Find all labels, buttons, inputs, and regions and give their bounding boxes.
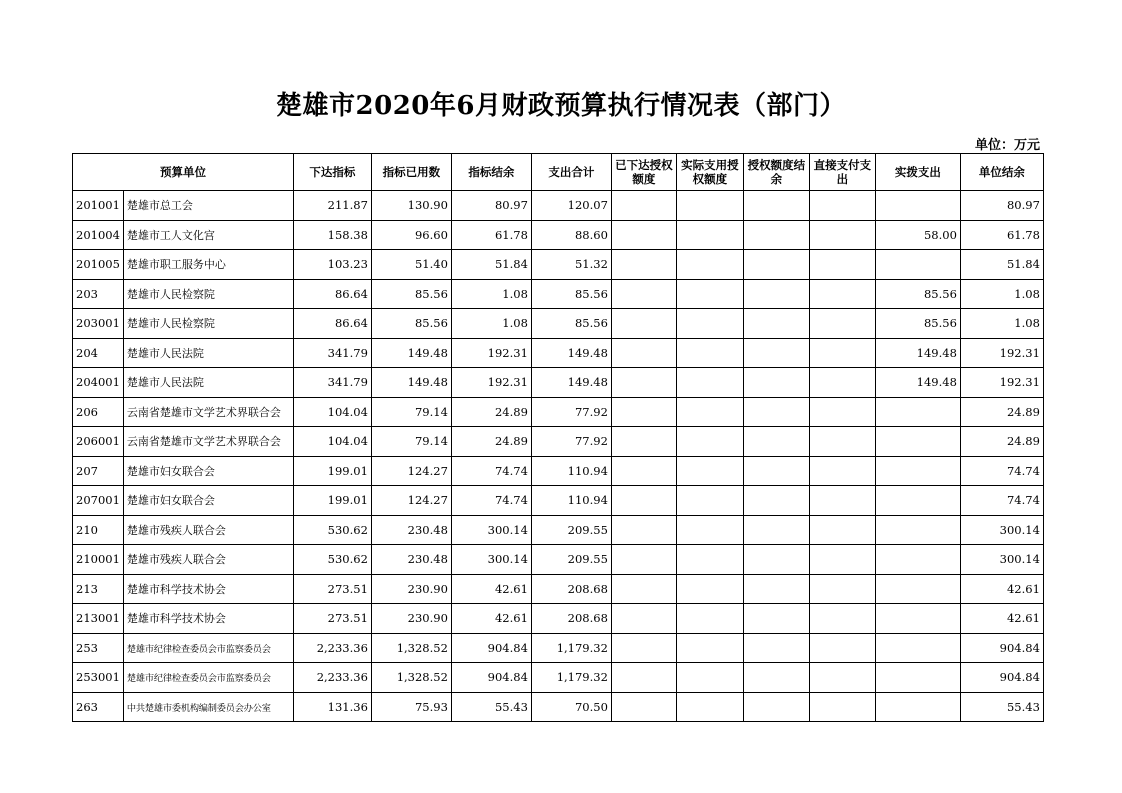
cell-direct-payment bbox=[809, 604, 875, 634]
cell-total-expenditure: 149.48 bbox=[531, 368, 611, 398]
cell-issued-index: 530.62 bbox=[293, 515, 371, 545]
header-row bbox=[73, 154, 1044, 191]
cell-direct-payment bbox=[809, 456, 875, 486]
cell-unit-name: 云南省楚雄市文学艺术界联合会 bbox=[123, 397, 293, 427]
cell-unit-code: 204001 bbox=[73, 368, 124, 398]
cell-issued-index: 104.04 bbox=[293, 397, 371, 427]
cell-unit-code: 201005 bbox=[73, 250, 124, 280]
cell-total-expenditure: 110.94 bbox=[531, 456, 611, 486]
cell-index-balance: 24.89 bbox=[451, 427, 531, 457]
cell-actual-authorized-used bbox=[676, 633, 743, 663]
cell-authorized-balance bbox=[743, 338, 809, 368]
table-row bbox=[73, 604, 1044, 634]
cell-used-index: 124.27 bbox=[371, 486, 451, 516]
cell-authorized-amount bbox=[611, 368, 676, 398]
cell-used-index: 1,328.52 bbox=[371, 633, 451, 663]
cell-authorized-amount bbox=[611, 545, 676, 575]
cell-authorized-amount bbox=[611, 456, 676, 486]
cell-index-balance: 1.08 bbox=[451, 279, 531, 309]
cell-unit-balance: 192.31 bbox=[960, 338, 1043, 368]
cell-actual-allocation bbox=[875, 574, 960, 604]
cell-issued-index: 86.64 bbox=[293, 279, 371, 309]
cell-actual-authorized-used bbox=[676, 279, 743, 309]
cell-issued-index: 158.38 bbox=[293, 220, 371, 250]
cell-index-balance: 192.31 bbox=[451, 368, 531, 398]
cell-actual-allocation bbox=[875, 486, 960, 516]
cell-issued-index: 86.64 bbox=[293, 309, 371, 339]
table-row bbox=[73, 663, 1044, 693]
cell-issued-index: 2,233.36 bbox=[293, 663, 371, 693]
cell-actual-allocation bbox=[875, 427, 960, 457]
table-row bbox=[73, 309, 1044, 339]
cell-unit-code: 207 bbox=[73, 456, 124, 486]
cell-used-index: 130.90 bbox=[371, 191, 451, 221]
header-index-balance: 指标结余 bbox=[451, 154, 531, 191]
cell-actual-authorized-used bbox=[676, 515, 743, 545]
cell-direct-payment bbox=[809, 663, 875, 693]
cell-unit-balance: 1.08 bbox=[960, 279, 1043, 309]
cell-actual-authorized-used bbox=[676, 427, 743, 457]
cell-authorized-amount bbox=[611, 604, 676, 634]
cell-unit-code: 210 bbox=[73, 515, 124, 545]
cell-used-index: 75.93 bbox=[371, 692, 451, 722]
cell-actual-authorized-used bbox=[676, 397, 743, 427]
cell-actual-allocation bbox=[875, 633, 960, 663]
cell-index-balance: 74.74 bbox=[451, 456, 531, 486]
cell-authorized-balance bbox=[743, 574, 809, 604]
cell-unit-balance: 55.43 bbox=[960, 692, 1043, 722]
cell-authorized-amount bbox=[611, 515, 676, 545]
cell-unit-balance: 42.61 bbox=[960, 604, 1043, 634]
cell-authorized-amount bbox=[611, 338, 676, 368]
cell-authorized-amount bbox=[611, 427, 676, 457]
cell-total-expenditure: 120.07 bbox=[531, 191, 611, 221]
cell-used-index: 230.48 bbox=[371, 545, 451, 575]
cell-unit-name: 楚雄市妇女联合会 bbox=[123, 456, 293, 486]
cell-authorized-amount bbox=[611, 309, 676, 339]
cell-used-index: 51.40 bbox=[371, 250, 451, 280]
cell-index-balance: 80.97 bbox=[451, 191, 531, 221]
cell-authorized-amount bbox=[611, 250, 676, 280]
cell-direct-payment bbox=[809, 397, 875, 427]
cell-direct-payment bbox=[809, 574, 875, 604]
cell-authorized-balance bbox=[743, 279, 809, 309]
cell-index-balance: 51.84 bbox=[451, 250, 531, 280]
cell-direct-payment bbox=[809, 515, 875, 545]
cell-authorized-balance bbox=[743, 545, 809, 575]
cell-authorized-balance bbox=[743, 486, 809, 516]
cell-total-expenditure: 209.55 bbox=[531, 545, 611, 575]
table-row bbox=[73, 486, 1044, 516]
cell-unit-name: 楚雄市人民法院 bbox=[123, 338, 293, 368]
cell-unit-code: 206001 bbox=[73, 427, 124, 457]
cell-authorized-amount bbox=[611, 279, 676, 309]
cell-used-index: 1,328.52 bbox=[371, 663, 451, 693]
cell-actual-allocation bbox=[875, 397, 960, 427]
cell-authorized-balance bbox=[743, 692, 809, 722]
cell-index-balance: 42.61 bbox=[451, 574, 531, 604]
cell-unit-name: 楚雄市总工会 bbox=[123, 191, 293, 221]
cell-unit-code: 201001 bbox=[73, 191, 124, 221]
cell-unit-code: 203001 bbox=[73, 309, 124, 339]
cell-unit-code: 206 bbox=[73, 397, 124, 427]
cell-index-balance: 74.74 bbox=[451, 486, 531, 516]
cell-total-expenditure: 110.94 bbox=[531, 486, 611, 516]
header-total-expenditure: 支出合计 bbox=[531, 154, 611, 191]
cell-issued-index: 530.62 bbox=[293, 545, 371, 575]
cell-actual-authorized-used bbox=[676, 368, 743, 398]
cell-total-expenditure: 51.32 bbox=[531, 250, 611, 280]
cell-authorized-balance bbox=[743, 191, 809, 221]
cell-unit-balance: 61.78 bbox=[960, 220, 1043, 250]
cell-unit-name: 楚雄市人民检察院 bbox=[123, 309, 293, 339]
cell-unit-code: 213 bbox=[73, 574, 124, 604]
cell-used-index: 230.90 bbox=[371, 574, 451, 604]
cell-index-balance: 24.89 bbox=[451, 397, 531, 427]
header-direct-payment: 直接支付支出 bbox=[809, 154, 875, 191]
cell-index-balance: 61.78 bbox=[451, 220, 531, 250]
cell-unit-name: 云南省楚雄市文学艺术界联合会 bbox=[123, 427, 293, 457]
cell-used-index: 96.60 bbox=[371, 220, 451, 250]
cell-actual-allocation bbox=[875, 545, 960, 575]
page-title: 楚雄市2020年6月财政预算执行情况表（部门） bbox=[276, 91, 846, 121]
cell-unit-balance: 74.74 bbox=[960, 486, 1043, 516]
cell-unit-code: 253 bbox=[73, 633, 124, 663]
cell-actual-authorized-used bbox=[676, 220, 743, 250]
cell-total-expenditure: 208.68 bbox=[531, 574, 611, 604]
cell-actual-allocation: 58.00 bbox=[875, 220, 960, 250]
cell-actual-authorized-used bbox=[676, 338, 743, 368]
cell-used-index: 149.48 bbox=[371, 368, 451, 398]
cell-authorized-amount bbox=[611, 486, 676, 516]
cell-authorized-balance bbox=[743, 456, 809, 486]
cell-used-index: 85.56 bbox=[371, 279, 451, 309]
cell-actual-allocation bbox=[875, 515, 960, 545]
table-row bbox=[73, 545, 1044, 575]
cell-index-balance: 55.43 bbox=[451, 692, 531, 722]
cell-actual-allocation: 149.48 bbox=[875, 338, 960, 368]
cell-unit-name: 楚雄市职工服务中心 bbox=[123, 250, 293, 280]
cell-total-expenditure: 1,179.32 bbox=[531, 633, 611, 663]
cell-actual-authorized-used bbox=[676, 545, 743, 575]
table-row bbox=[73, 692, 1044, 722]
header-used-index: 指标已用数 bbox=[371, 154, 451, 191]
cell-actual-allocation bbox=[875, 191, 960, 221]
cell-index-balance: 300.14 bbox=[451, 515, 531, 545]
cell-authorized-balance bbox=[743, 309, 809, 339]
cell-unit-name: 楚雄市人民检察院 bbox=[123, 279, 293, 309]
cell-unit-code: 204 bbox=[73, 338, 124, 368]
cell-actual-allocation bbox=[875, 692, 960, 722]
cell-unit-code: 201004 bbox=[73, 220, 124, 250]
cell-used-index: 149.48 bbox=[371, 338, 451, 368]
cell-actual-authorized-used bbox=[676, 486, 743, 516]
cell-unit-name: 楚雄市人民法院 bbox=[123, 368, 293, 398]
cell-total-expenditure: 1,179.32 bbox=[531, 663, 611, 693]
header-authorized-amount: 已下达授权额度 bbox=[611, 154, 676, 191]
cell-actual-allocation bbox=[875, 604, 960, 634]
cell-unit-name: 楚雄市工人文化宫 bbox=[123, 220, 293, 250]
cell-actual-authorized-used bbox=[676, 456, 743, 486]
table-row bbox=[73, 338, 1044, 368]
header-authorized-balance: 授权额度结余 bbox=[743, 154, 809, 191]
cell-actual-authorized-used bbox=[676, 309, 743, 339]
cell-unit-code: 253001 bbox=[73, 663, 124, 693]
cell-issued-index: 103.23 bbox=[293, 250, 371, 280]
cell-unit-balance: 300.14 bbox=[960, 545, 1043, 575]
cell-unit-code: 263 bbox=[73, 692, 124, 722]
cell-issued-index: 341.79 bbox=[293, 338, 371, 368]
cell-index-balance: 1.08 bbox=[451, 309, 531, 339]
cell-direct-payment bbox=[809, 191, 875, 221]
cell-used-index: 230.48 bbox=[371, 515, 451, 545]
table-row bbox=[73, 633, 1044, 663]
header-issued-index: 下达指标 bbox=[293, 154, 371, 191]
cell-authorized-amount bbox=[611, 220, 676, 250]
cell-actual-allocation bbox=[875, 663, 960, 693]
cell-actual-authorized-used bbox=[676, 574, 743, 604]
cell-unit-code: 213001 bbox=[73, 604, 124, 634]
cell-unit-balance: 42.61 bbox=[960, 574, 1043, 604]
cell-total-expenditure: 77.92 bbox=[531, 397, 611, 427]
cell-direct-payment bbox=[809, 633, 875, 663]
cell-authorized-amount bbox=[611, 191, 676, 221]
cell-actual-allocation bbox=[875, 250, 960, 280]
cell-total-expenditure: 209.55 bbox=[531, 515, 611, 545]
cell-unit-name: 楚雄市残疾人联合会 bbox=[123, 545, 293, 575]
cell-direct-payment bbox=[809, 545, 875, 575]
cell-unit-name: 楚雄市科学技术协会 bbox=[123, 604, 293, 634]
cell-authorized-amount bbox=[611, 397, 676, 427]
cell-actual-allocation: 85.56 bbox=[875, 309, 960, 339]
cell-direct-payment bbox=[809, 692, 875, 722]
cell-authorized-amount bbox=[611, 663, 676, 693]
cell-direct-payment bbox=[809, 338, 875, 368]
cell-authorized-balance bbox=[743, 663, 809, 693]
table-row bbox=[73, 279, 1044, 309]
cell-authorized-balance bbox=[743, 633, 809, 663]
cell-unit-code: 207001 bbox=[73, 486, 124, 516]
cell-index-balance: 904.84 bbox=[451, 633, 531, 663]
cell-actual-authorized-used bbox=[676, 663, 743, 693]
cell-issued-index: 199.01 bbox=[293, 456, 371, 486]
cell-authorized-balance bbox=[743, 220, 809, 250]
header-unit-balance: 单位结余 bbox=[960, 154, 1043, 191]
cell-actual-allocation bbox=[875, 456, 960, 486]
cell-used-index: 124.27 bbox=[371, 456, 451, 486]
cell-authorized-balance bbox=[743, 397, 809, 427]
budget-table bbox=[72, 153, 1044, 722]
cell-authorized-amount bbox=[611, 633, 676, 663]
cell-authorized-balance bbox=[743, 368, 809, 398]
cell-unit-name: 楚雄市纪律检查委员会市监察委员会 bbox=[123, 633, 293, 663]
cell-index-balance: 42.61 bbox=[451, 604, 531, 634]
cell-unit-code: 210001 bbox=[73, 545, 124, 575]
cell-issued-index: 131.36 bbox=[293, 692, 371, 722]
cell-total-expenditure: 88.60 bbox=[531, 220, 611, 250]
cell-used-index: 79.14 bbox=[371, 397, 451, 427]
cell-unit-balance: 904.84 bbox=[960, 633, 1043, 663]
cell-issued-index: 199.01 bbox=[293, 486, 371, 516]
cell-unit-name: 楚雄市残疾人联合会 bbox=[123, 515, 293, 545]
cell-total-expenditure: 85.56 bbox=[531, 309, 611, 339]
cell-direct-payment bbox=[809, 368, 875, 398]
table-row bbox=[73, 574, 1044, 604]
cell-issued-index: 104.04 bbox=[293, 427, 371, 457]
cell-authorized-amount bbox=[611, 692, 676, 722]
cell-unit-name: 楚雄市妇女联合会 bbox=[123, 486, 293, 516]
cell-actual-allocation: 149.48 bbox=[875, 368, 960, 398]
cell-unit-code: 203 bbox=[73, 279, 124, 309]
cell-actual-authorized-used bbox=[676, 191, 743, 221]
cell-authorized-balance bbox=[743, 427, 809, 457]
cell-used-index: 79.14 bbox=[371, 427, 451, 457]
cell-actual-authorized-used bbox=[676, 692, 743, 722]
cell-unit-name: 中共楚雄市委机构编制委员会办公室 bbox=[123, 692, 293, 722]
cell-index-balance: 300.14 bbox=[451, 545, 531, 575]
cell-unit-balance: 24.89 bbox=[960, 397, 1043, 427]
cell-issued-index: 341.79 bbox=[293, 368, 371, 398]
cell-total-expenditure: 85.56 bbox=[531, 279, 611, 309]
table-row bbox=[73, 220, 1044, 250]
header-actual-allocation: 实拨支出 bbox=[875, 154, 960, 191]
cell-used-index: 230.90 bbox=[371, 604, 451, 634]
cell-unit-name: 楚雄市纪律检查委员会市监察委员会 bbox=[123, 663, 293, 693]
cell-issued-index: 273.51 bbox=[293, 574, 371, 604]
cell-total-expenditure: 77.92 bbox=[531, 427, 611, 457]
cell-unit-balance: 1.08 bbox=[960, 309, 1043, 339]
cell-issued-index: 273.51 bbox=[293, 604, 371, 634]
cell-actual-authorized-used bbox=[676, 604, 743, 634]
cell-authorized-balance bbox=[743, 515, 809, 545]
cell-direct-payment bbox=[809, 309, 875, 339]
cell-direct-payment bbox=[809, 427, 875, 457]
cell-authorized-balance bbox=[743, 250, 809, 280]
cell-unit-balance: 24.89 bbox=[960, 427, 1043, 457]
table-row bbox=[73, 427, 1044, 457]
header-budget-unit: 预算单位 bbox=[73, 154, 294, 191]
cell-total-expenditure: 149.48 bbox=[531, 338, 611, 368]
table-row bbox=[73, 515, 1044, 545]
cell-unit-balance: 74.74 bbox=[960, 456, 1043, 486]
cell-index-balance: 904.84 bbox=[451, 663, 531, 693]
table-row bbox=[73, 368, 1044, 398]
cell-index-balance: 192.31 bbox=[451, 338, 531, 368]
cell-direct-payment bbox=[809, 486, 875, 516]
cell-issued-index: 2,233.36 bbox=[293, 633, 371, 663]
header-actual-authorized-used: 实际支用授权额度 bbox=[676, 154, 743, 191]
table-row bbox=[73, 397, 1044, 427]
table-row bbox=[73, 456, 1044, 486]
cell-direct-payment bbox=[809, 220, 875, 250]
cell-authorized-balance bbox=[743, 604, 809, 634]
cell-authorized-amount bbox=[611, 574, 676, 604]
cell-used-index: 85.56 bbox=[371, 309, 451, 339]
cell-issued-index: 211.87 bbox=[293, 191, 371, 221]
cell-actual-authorized-used bbox=[676, 250, 743, 280]
cell-total-expenditure: 70.50 bbox=[531, 692, 611, 722]
table-row bbox=[73, 191, 1044, 221]
cell-total-expenditure: 208.68 bbox=[531, 604, 611, 634]
cell-unit-name: 楚雄市科学技术协会 bbox=[123, 574, 293, 604]
cell-direct-payment bbox=[809, 250, 875, 280]
cell-unit-balance: 51.84 bbox=[960, 250, 1043, 280]
unit-label: 单位：万元 bbox=[974, 138, 1040, 153]
cell-unit-balance: 80.97 bbox=[960, 191, 1043, 221]
cell-unit-balance: 904.84 bbox=[960, 663, 1043, 693]
cell-actual-allocation: 85.56 bbox=[875, 279, 960, 309]
cell-unit-balance: 192.31 bbox=[960, 368, 1043, 398]
table-row bbox=[73, 250, 1044, 280]
cell-unit-balance: 300.14 bbox=[960, 515, 1043, 545]
cell-direct-payment bbox=[809, 279, 875, 309]
table-body bbox=[73, 191, 1044, 722]
